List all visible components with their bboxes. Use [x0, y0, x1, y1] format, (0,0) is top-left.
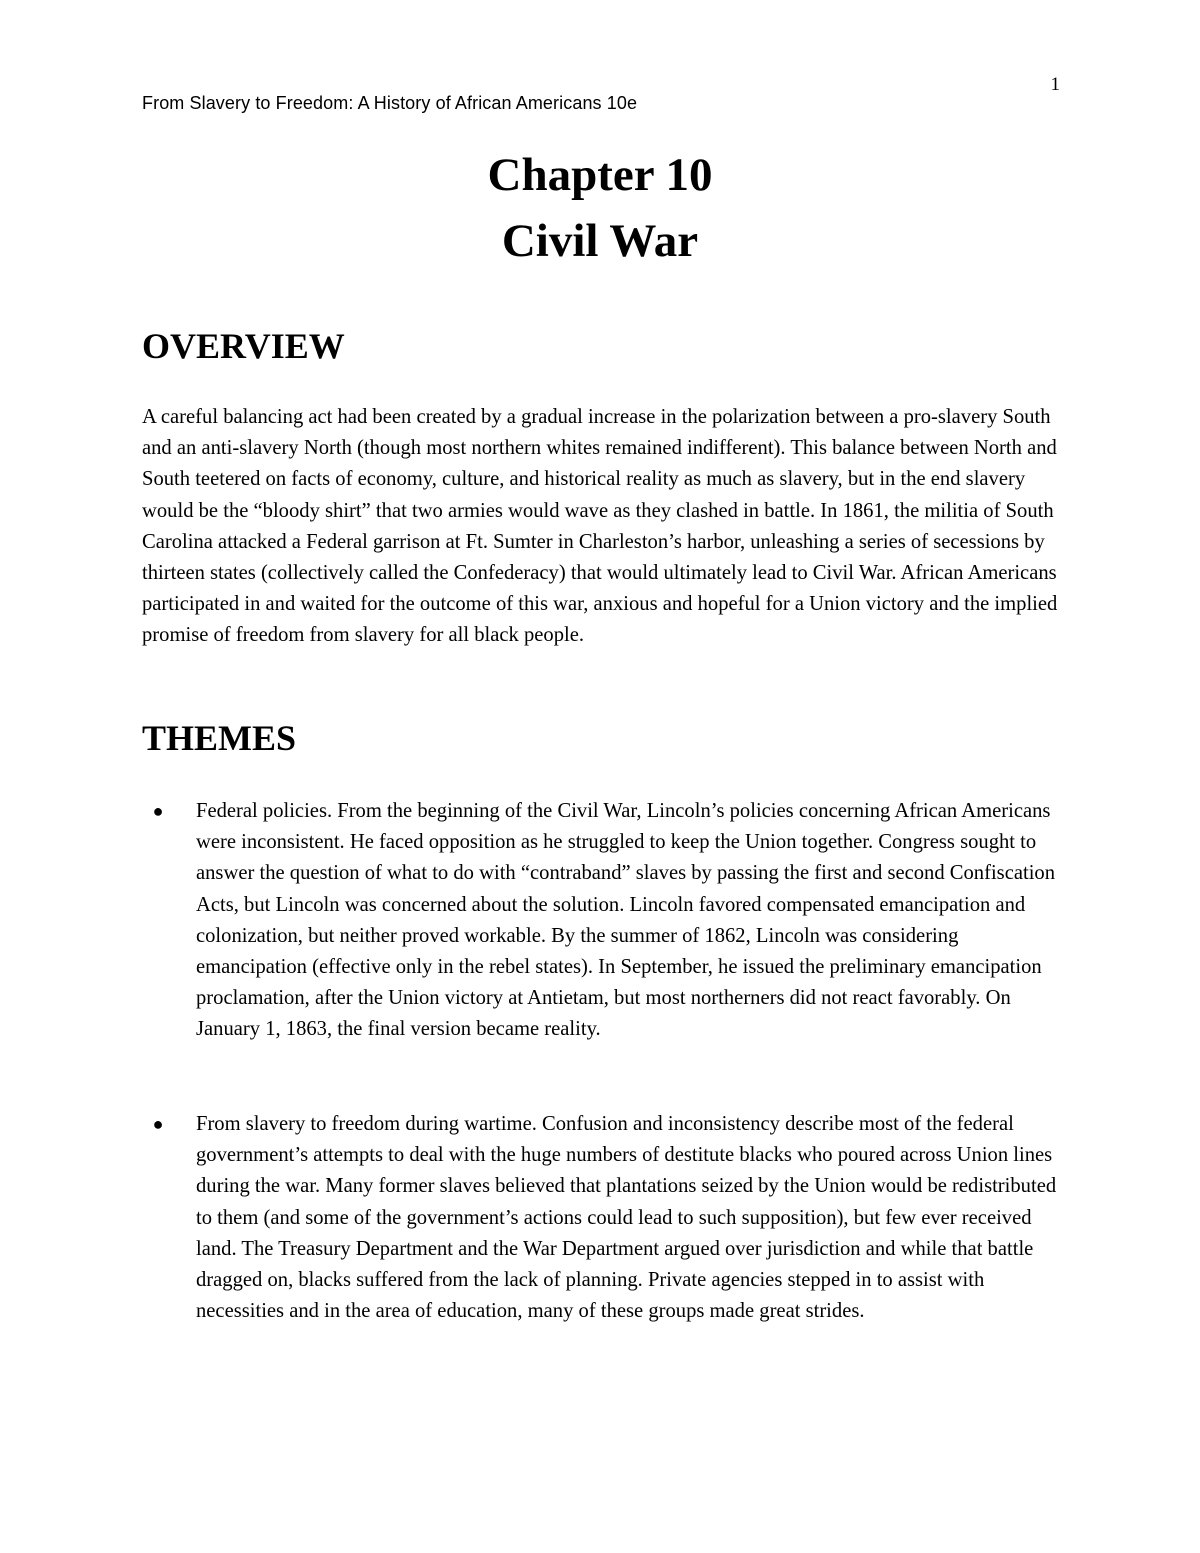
chapter-number: Chapter 10 — [487, 149, 713, 201]
chapter-title — [0, 142, 1200, 274]
theme-text: From slavery to freedom during wartime. Confusion and inconsistency describe most of the federal government’s attempts to deal with the huge numbers of destitute blacks who poured across Union lines during the war. Many former slaves believed that plantations seized by the Union would be redistributed to them (and some of the government’s actions could lead to such supposition), but few ever received land. The Treasury Department and the War Department argued over jurisdiction and while that battle dragged on, blacks suffered from the lack of planning. Private agencies stepped in to assist with necessities and in the area of education, many of these groups made great strides. — [196, 1113, 1057, 1323]
chapter-name: Civil War — [501, 215, 699, 267]
overview-paragraph: A careful balancing act had been created by a gradual increase in the polarization between a pro-slavery South and an anti-slavery North (though most northern whites remained indifferent). This balance between North and South teetered on facts of economy, culture, and historical reality as much as slavery, but in the end slavery would be the “bloody shirt” that two armies would wave as they clashed in battle. In 1861, the militia of South Carolina attacked a Federal garrison at Ft. Sumter in Charleston’s harbor, unleashing a series of secessions by thirteen states (collectively called the Confederacy) that would ultimately lead to Civil War. African Americans participated in and waited for the outcome of this war, anxious and hopeful for a Union victory and the implied promise of freedom from slavery for all black people. — [142, 406, 1058, 647]
bullet-icon: ● — [152, 801, 164, 821]
theme-text: Federal policies. From the beginning of the Civil War, Lincoln’s policies concerning African Americans were inconsistent. He faced opposition as he struggled to keep the Union together. Congress sought to answer the question of what to do with “contraband” slaves by passing the first and second Confiscation Acts, but Lincoln was concerned about the solution. Lincoln favored compensated emancipation and colonization, but neither proved workable. By the summer of 1862, Lincoln was considering emancipation (effective only in the rebel states). In September, he issued the preliminary emancipation proclamation, after the Union victory at Antietam, but most northerners did not react favorably. On January 1, 1863, the final version became reality. — [196, 800, 1056, 1041]
theme-item-federal-policies — [152, 796, 1062, 1046]
themes-heading: THEMES — [142, 718, 297, 758]
running-header: From Slavery to Freedom: A History of African Americans 10e — [142, 93, 638, 113]
overview-heading: OVERVIEW — [142, 326, 345, 366]
bullet-icon: ● — [152, 1114, 164, 1134]
page-number: 1 — [1050, 74, 1060, 95]
theme-item-slavery-to-freedom — [152, 1109, 1062, 1327]
